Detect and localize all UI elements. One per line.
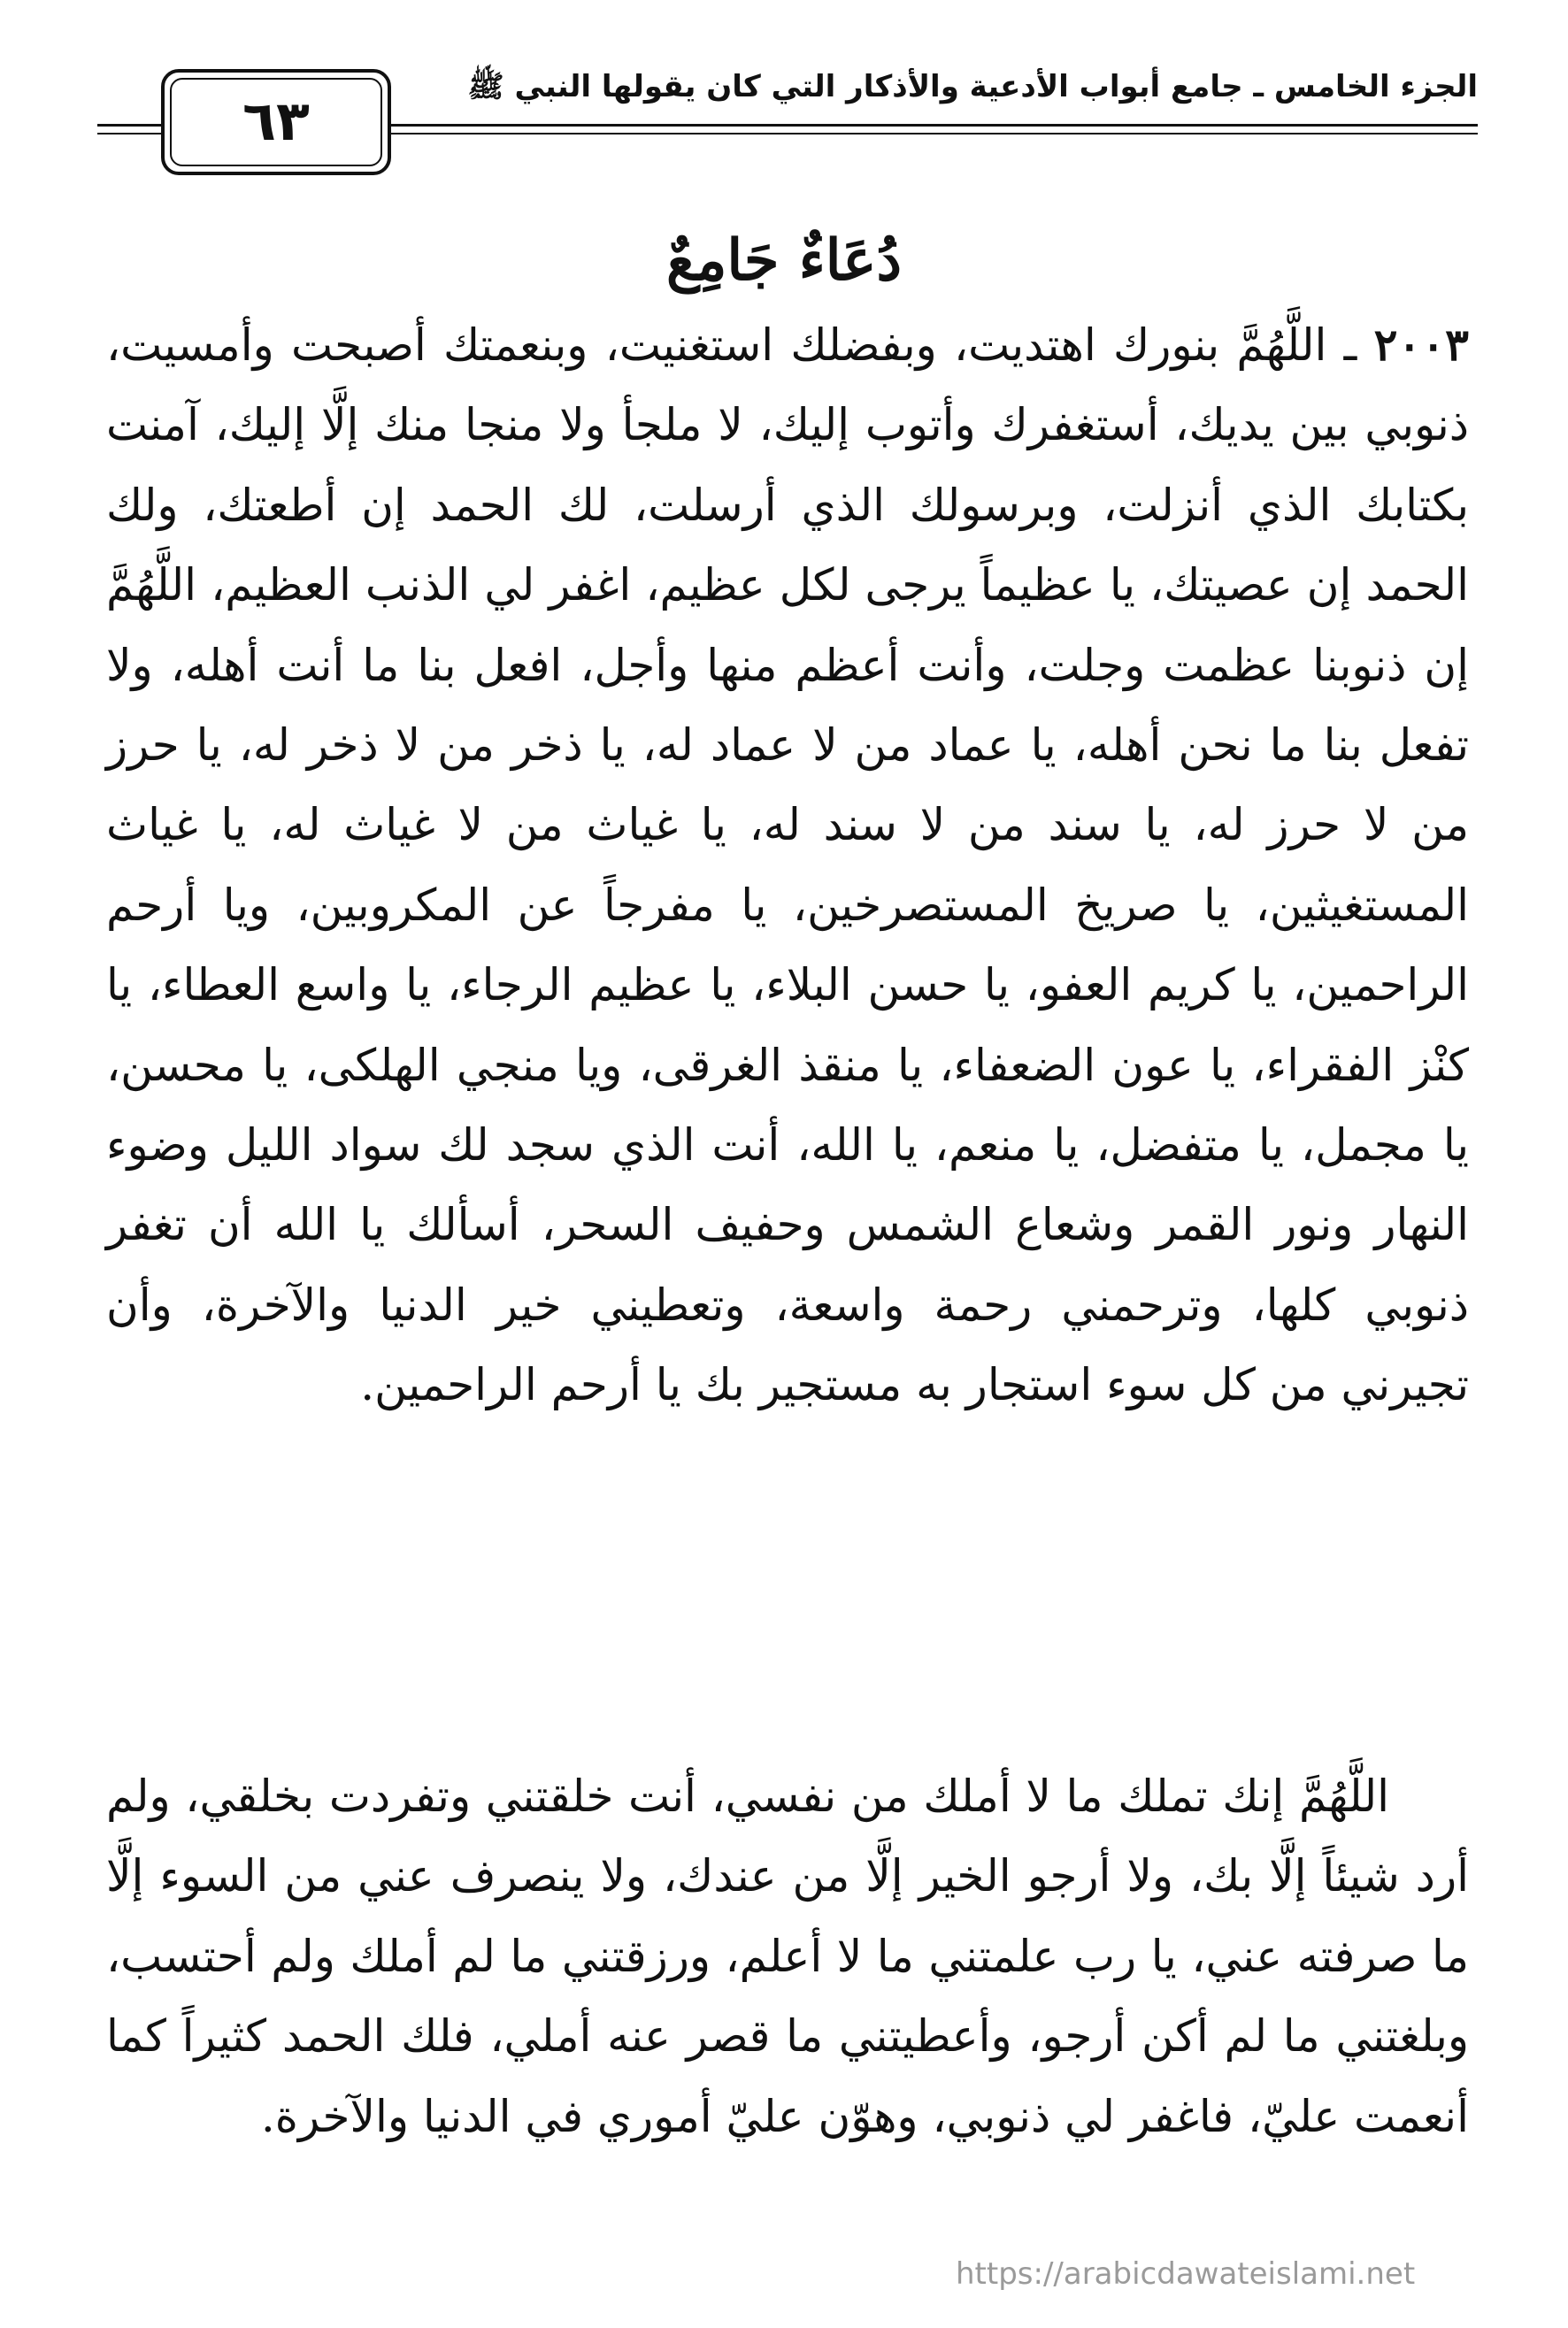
hadith-text-2: اللَّهُمَّ إنك تملك ما لا أملك من نفسي، أنت خلقتني وتفردت بخلقي، ولم أرد شيئاً إلَّا بك، ولا أرجو الخير إلَّا من عندك، ولا ينصرف عني من السوء إلَّا ما صرفته عني، يا رب علمتني ما لا أعلم، ورزقتني ما لم أملك ولم أحتسب، وبلغتني ما لم أكن أرجو، وأعطيتني ما قصر عنه أملي، فلك الحمد كثيراً كما أنعمت عليّ، فاغفر لي ذنوبي، وهوّن عليّ أموري في الدنيا والآخرة. [106, 1771, 1469, 2142]
hadith-number-separator: ـ [1326, 319, 1374, 371]
page-header [97, 53, 1478, 159]
section-heading: دُعَاءٌ جَامِعٌ [666, 227, 902, 294]
hadith-paragraph-2 [106, 1756, 1469, 2156]
website-watermark: https://arabicdawateislami.net [956, 2256, 1416, 2292]
page-number-frame [161, 69, 391, 175]
hadith-text-1: اللَّهُمَّ بنورك اهتديت، وبفضلك استغنيت، وبنعمتك أصبحت وأمسيت، ذنوبي بين يديك، أستغفرك وأتوب إليك، لا ملجأ ولا منجا منك إلَّا إليك، آمنت بكتابك الذي أنزلت، وبرسولك الذي أرسلت، لك الحمد إن أطعتك، ولك الحمد إن عصيتك، يا عظيماً يرجى لكل عظيم، اغفر لي الذنب العظيم، اللَّهُمَّ إن ذنوبنا عظمت وجلت، وأنت أعظم منها وأجل، افعل بنا ما أنت أهله، ولا تفعل بنا ما نحن أهله، يا عماد من لا عماد له، يا ذخر من لا ذخر له، يا حرز من لا حرز له، يا سند من لا سند له، يا غياث من لا غياث له، يا غياث المستغيثين، يا صريخ المستصرخين، يا مفرجاً عن المكروبين، ويا أرحم الراحمين، يا كريم العفو، يا حسن البلاء، يا عظيم الرجاء، يا واسع العطاء، يا كنْز الفقراء، يا عون الضعفاء، يا منقذ الغرقى، ويا منجي الهلكى، يا محسن، يا مجمل، يا متفضل، يا منعم، يا الله، أنت الذي سجد لك سواد الليل وضوء النهار ونور القمر وشعاع الشمس وحفيف السحر، أسألك يا الله أن تغفر ذنوبي كلها، وترحمني رحمة واسعة، وتعطيني خير الدنيا والآخرة، وأن تجيرني من كل سوء استجار به مستجير بك يا أرحم الراحمين. [106, 319, 1469, 1411]
hadith-number: ٢٠٠٣ [1373, 319, 1469, 371]
page-number: ٦٣ [242, 88, 310, 153]
running-header-title: الجزء الخامس ـ جامع أبواب الأدعية والأذكار التي كان يقولها النبي ﷺ [467, 69, 1478, 104]
hadith-paragraph-1 [106, 305, 1469, 1425]
